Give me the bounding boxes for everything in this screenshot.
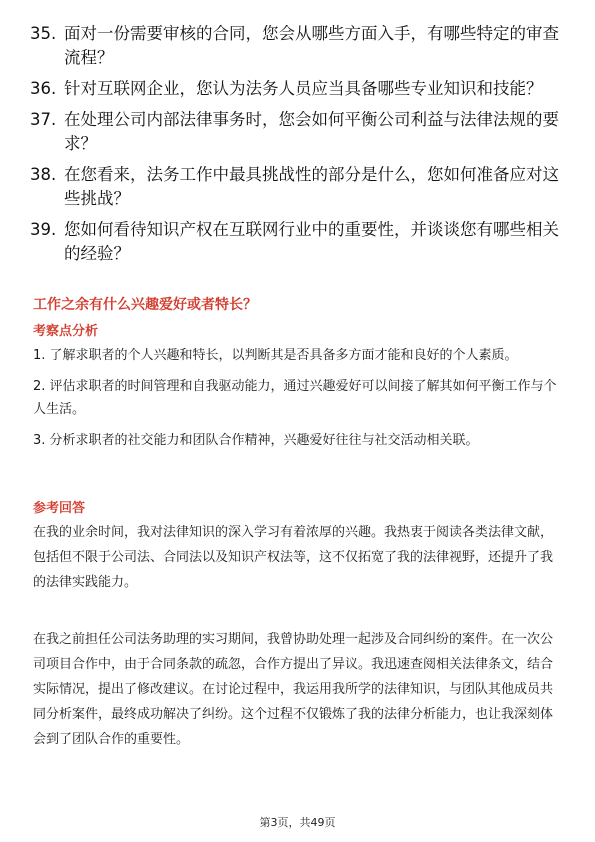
question-item (30, 163, 570, 211)
question-number: 39. (30, 220, 57, 239)
question-item (30, 22, 570, 70)
question-text: 面对一份需要审核的合同，您会从哪些方面入手，有哪些特定的审查流程？ (64, 24, 559, 67)
answer-heading: 参考回答 (33, 501, 86, 516)
question-item (30, 77, 570, 101)
question-number: 36. (30, 79, 57, 98)
question-item (30, 108, 570, 156)
question-number: 37. (30, 110, 57, 129)
analysis-point: 1. 了解求职者的个人兴趣和特长，以判断其是否具备多方面才能和良好的个人素质。 (33, 348, 518, 363)
question-number: 35. (30, 24, 57, 43)
section-title: 工作之余有什么兴趣爱好或者特长？ (33, 297, 257, 313)
question-list (30, 22, 570, 273)
analysis-point: 2. 评估求职者的时间管理和自我驱动能力，通过兴趣爱好可以间接了解其如何平衡工作与个人生活。 (33, 378, 557, 417)
question-text: 在您看来，法务工作中最具挑战性的部分是什么，您如何准备应对这些挑战？ (64, 165, 559, 208)
analysis-heading: 考察点分析 (33, 324, 99, 339)
question-text: 针对互联网企业，您认为法务人员应当具备哪些专业知识和技能？ (64, 79, 543, 98)
question-item (30, 218, 570, 266)
question-text: 您如何看待知识产权在互联网行业中的重要性，并谈谈您有哪些相关的经验？ (64, 220, 559, 263)
page-number: 第3页，共49页 (259, 816, 336, 829)
analysis-point: 3. 分析求职者的社交能力和团队合作精神，兴趣爱好往往与社交活动相关联。 (33, 432, 479, 448)
question-text: 在处理公司内部法律事务时，您会如何平衡公司利益与法律法规的要求？ (64, 110, 559, 153)
question-number: 38. (30, 165, 57, 184)
answer-body (33, 520, 563, 759)
answer-paragraph: 在我之前担任公司法务助理的实习期间，我曾协助处理一起涉及合同纠纷的案件。在一次公司项目合作中，由于合同条款的疏忽，合作方提出了异议。我迅速查阅相关法律条文，结合实际情况，提出了修改建议。在讨论过程中，我运用我所学的法律知识，与团队其他成员共同分析案件，最终成功解决了纠纷。这个过程不仅锻炼了我的法律分析能力，也让我深刻体会到了团队合作的重要性。 (33, 632, 554, 747)
analysis-list (33, 344, 563, 459)
answer-paragraph: 在我的业余时间，我对法律知识的深入学习有着浓厚的兴趣。我热衷于阅读各类法律文献，包括但不限于公司法、合同法以及知识产权法等，这不仅拓宽了我的法律视野，还提升了我的法律实践能力。 (33, 525, 554, 590)
